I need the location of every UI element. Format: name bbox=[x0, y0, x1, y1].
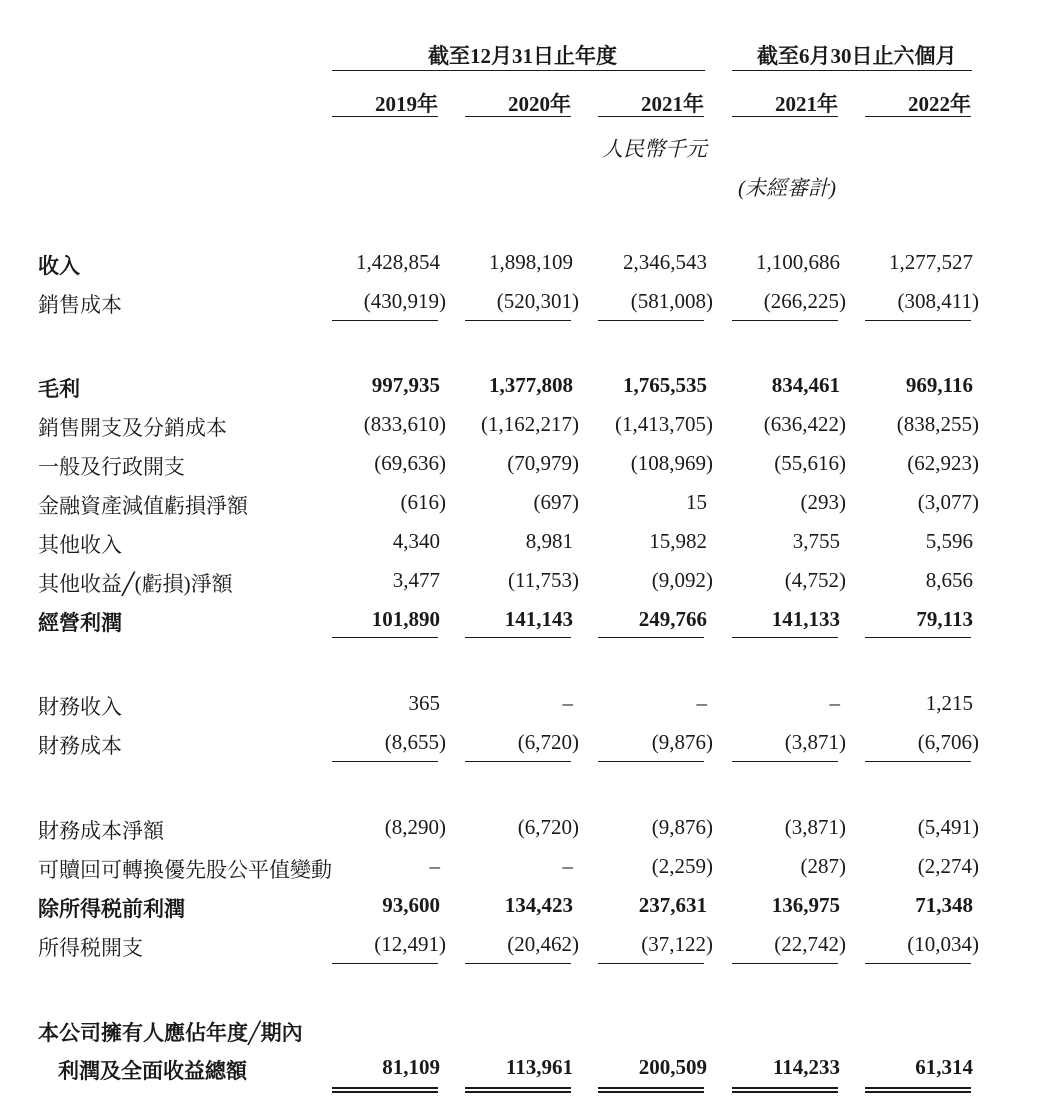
row-value: (12,491) bbox=[374, 932, 446, 956]
row-value: (520,301) bbox=[496, 289, 579, 313]
row-label: 財務收入 bbox=[38, 695, 122, 719]
subtotal-rule bbox=[732, 761, 838, 762]
subtotal-rule bbox=[332, 761, 438, 762]
header-rule-half bbox=[732, 70, 972, 71]
row-label: 可贖回可轉換優先股公平值變動 bbox=[38, 858, 332, 882]
row-value: (430,919) bbox=[363, 289, 446, 313]
row-value: 3,477 bbox=[392, 568, 440, 592]
row-label: 銷售開支及分銷成本 bbox=[38, 416, 227, 440]
row-value: (581,008) bbox=[630, 289, 713, 313]
row-label: 經營利潤 bbox=[38, 611, 122, 635]
subtotal-rule bbox=[465, 761, 571, 762]
unaudited-label: (未經審計) bbox=[738, 176, 836, 200]
row-label: 銷售成本 bbox=[38, 293, 122, 317]
year-rule bbox=[732, 116, 838, 117]
row-label: 除所得税前利潤 bbox=[38, 897, 185, 921]
row-value: (10,034) bbox=[907, 932, 979, 956]
row-value: (9,876) bbox=[651, 730, 713, 754]
row-value: (11,753) bbox=[508, 568, 579, 592]
row-label: 金融資產減值虧損淨額 bbox=[38, 494, 248, 518]
row-value: 15,982 bbox=[649, 529, 707, 553]
row-value: (833,610) bbox=[363, 412, 446, 436]
row-value: 1,898,109 bbox=[489, 250, 573, 274]
year-2021-half: 2021年 bbox=[775, 92, 838, 116]
row-value: 365 bbox=[408, 691, 440, 715]
row-value: 101,890 bbox=[371, 607, 440, 631]
year-rule bbox=[465, 116, 571, 117]
row-value: 1,377,808 bbox=[489, 373, 573, 397]
row-value: (8,290) bbox=[384, 815, 446, 839]
row-value: 2,346,543 bbox=[623, 250, 707, 274]
row-value: (697) bbox=[533, 490, 579, 514]
row-value: (9,092) bbox=[651, 568, 713, 592]
row-label: 其他收益╱(虧損)淨額 bbox=[38, 572, 233, 596]
double-rule bbox=[865, 1087, 971, 1093]
row-value: – bbox=[562, 691, 573, 715]
row-value: 93,600 bbox=[382, 893, 440, 917]
year-2019: 2019年 bbox=[375, 92, 438, 116]
row-value: – bbox=[429, 854, 440, 878]
row-value: (287) bbox=[800, 854, 846, 878]
row-value: (616) bbox=[400, 490, 446, 514]
year-rule bbox=[865, 116, 971, 117]
row-value: (5,491) bbox=[917, 815, 979, 839]
row-value: 136,975 bbox=[771, 893, 840, 917]
row-label: 其他收入 bbox=[38, 533, 122, 557]
subtotal-rule bbox=[732, 320, 838, 321]
row-value: (3,871) bbox=[784, 815, 846, 839]
row-label: 財務成本淨額 bbox=[38, 819, 164, 843]
year-2020: 2020年 bbox=[508, 92, 571, 116]
row-value: 237,631 bbox=[638, 893, 707, 917]
final-value: 81,109 bbox=[382, 1055, 440, 1079]
row-value: 1,215 bbox=[925, 691, 973, 715]
double-rule bbox=[465, 1087, 571, 1093]
row-value: (6,706) bbox=[917, 730, 979, 754]
row-value: 969,116 bbox=[905, 373, 973, 397]
row-value: (22,742) bbox=[774, 932, 846, 956]
row-value: – bbox=[829, 691, 840, 715]
row-value: (2,259) bbox=[651, 854, 713, 878]
row-value: – bbox=[562, 854, 573, 878]
subtotal-rule bbox=[865, 963, 971, 964]
row-label: 收入 bbox=[38, 254, 80, 278]
row-value: – bbox=[696, 691, 707, 715]
row-value: (1,413,705) bbox=[615, 412, 713, 436]
double-rule bbox=[332, 1087, 438, 1093]
header-year-group: 截至12月31日止年度 bbox=[428, 44, 617, 68]
row-value: 71,348 bbox=[915, 893, 973, 917]
row-value: (6,720) bbox=[517, 815, 579, 839]
row-value: 4,340 bbox=[392, 529, 440, 553]
row-value: (308,411) bbox=[897, 289, 979, 313]
unit-label: 人民幣千元 bbox=[602, 137, 707, 161]
subtotal-rule bbox=[465, 963, 571, 964]
row-value: 8,656 bbox=[925, 568, 973, 592]
row-value: (4,752) bbox=[784, 568, 846, 592]
subtotal-rule bbox=[598, 320, 704, 321]
row-value: 8,981 bbox=[525, 529, 573, 553]
year-rule bbox=[332, 116, 438, 117]
row-label: 一般及行政開支 bbox=[38, 455, 185, 479]
subtotal-rule bbox=[598, 963, 704, 964]
final-value: 61,314 bbox=[915, 1055, 973, 1079]
double-rule bbox=[732, 1087, 838, 1093]
subtotal-rule bbox=[865, 320, 971, 321]
row-value: (6,720) bbox=[517, 730, 579, 754]
year-2021: 2021年 bbox=[641, 92, 704, 116]
row-value: 1,428,854 bbox=[356, 250, 440, 274]
final-value: 200,509 bbox=[638, 1055, 707, 1079]
subtotal-rule bbox=[465, 320, 571, 321]
row-label: 財務成本 bbox=[38, 734, 122, 758]
row-value: (636,422) bbox=[763, 412, 846, 436]
row-value: (55,616) bbox=[774, 451, 846, 475]
row-value: 141,143 bbox=[504, 607, 573, 631]
row-value: (20,462) bbox=[507, 932, 579, 956]
row-value: (70,979) bbox=[507, 451, 579, 475]
row-value: (2,274) bbox=[917, 854, 979, 878]
final-label-line1: 本公司擁有人應佔年度╱期內 bbox=[38, 1021, 303, 1045]
header-rule-year bbox=[332, 70, 705, 71]
subtotal-rule bbox=[598, 761, 704, 762]
row-label: 毛利 bbox=[38, 377, 80, 401]
final-value: 113,961 bbox=[505, 1055, 573, 1079]
subtotal-rule bbox=[465, 637, 571, 638]
row-value: 79,113 bbox=[916, 607, 973, 631]
row-value: 134,423 bbox=[504, 893, 573, 917]
row-value: (266,225) bbox=[763, 289, 846, 313]
row-value: (37,122) bbox=[641, 932, 713, 956]
row-value: (293) bbox=[800, 490, 846, 514]
row-value: (62,923) bbox=[907, 451, 979, 475]
subtotal-rule bbox=[332, 963, 438, 964]
subtotal-rule bbox=[598, 637, 704, 638]
subtotal-rule bbox=[732, 963, 838, 964]
row-value: 249,766 bbox=[638, 607, 707, 631]
row-value: (3,871) bbox=[784, 730, 846, 754]
double-rule bbox=[598, 1087, 704, 1093]
subtotal-rule bbox=[332, 637, 438, 638]
row-value: (8,655) bbox=[384, 730, 446, 754]
year-2022-half: 2022年 bbox=[908, 92, 971, 116]
final-label-line2: 利潤及全面收益總額 bbox=[58, 1059, 247, 1083]
row-value: 997,935 bbox=[371, 373, 440, 397]
row-value: (3,077) bbox=[917, 490, 979, 514]
row-value: 834,461 bbox=[771, 373, 840, 397]
row-value: 1,277,527 bbox=[889, 250, 973, 274]
row-value: (69,636) bbox=[374, 451, 446, 475]
subtotal-rule bbox=[332, 320, 438, 321]
row-value: 1,765,535 bbox=[623, 373, 707, 397]
row-value: (9,876) bbox=[651, 815, 713, 839]
row-value: 5,596 bbox=[925, 529, 973, 553]
row-value: 3,755 bbox=[792, 529, 840, 553]
subtotal-rule bbox=[865, 637, 971, 638]
final-value: 114,233 bbox=[772, 1055, 840, 1079]
row-value: 15 bbox=[686, 490, 707, 514]
header-half-group: 截至6月30日止六個月 bbox=[757, 44, 957, 68]
row-value: (1,162,217) bbox=[481, 412, 579, 436]
row-label: 所得税開支 bbox=[38, 936, 143, 960]
row-value: (838,255) bbox=[896, 412, 979, 436]
row-value: 141,133 bbox=[771, 607, 840, 631]
row-value: 1,100,686 bbox=[756, 250, 840, 274]
year-rule bbox=[598, 116, 704, 117]
subtotal-rule bbox=[865, 761, 971, 762]
subtotal-rule bbox=[732, 637, 838, 638]
row-value: (108,969) bbox=[630, 451, 713, 475]
